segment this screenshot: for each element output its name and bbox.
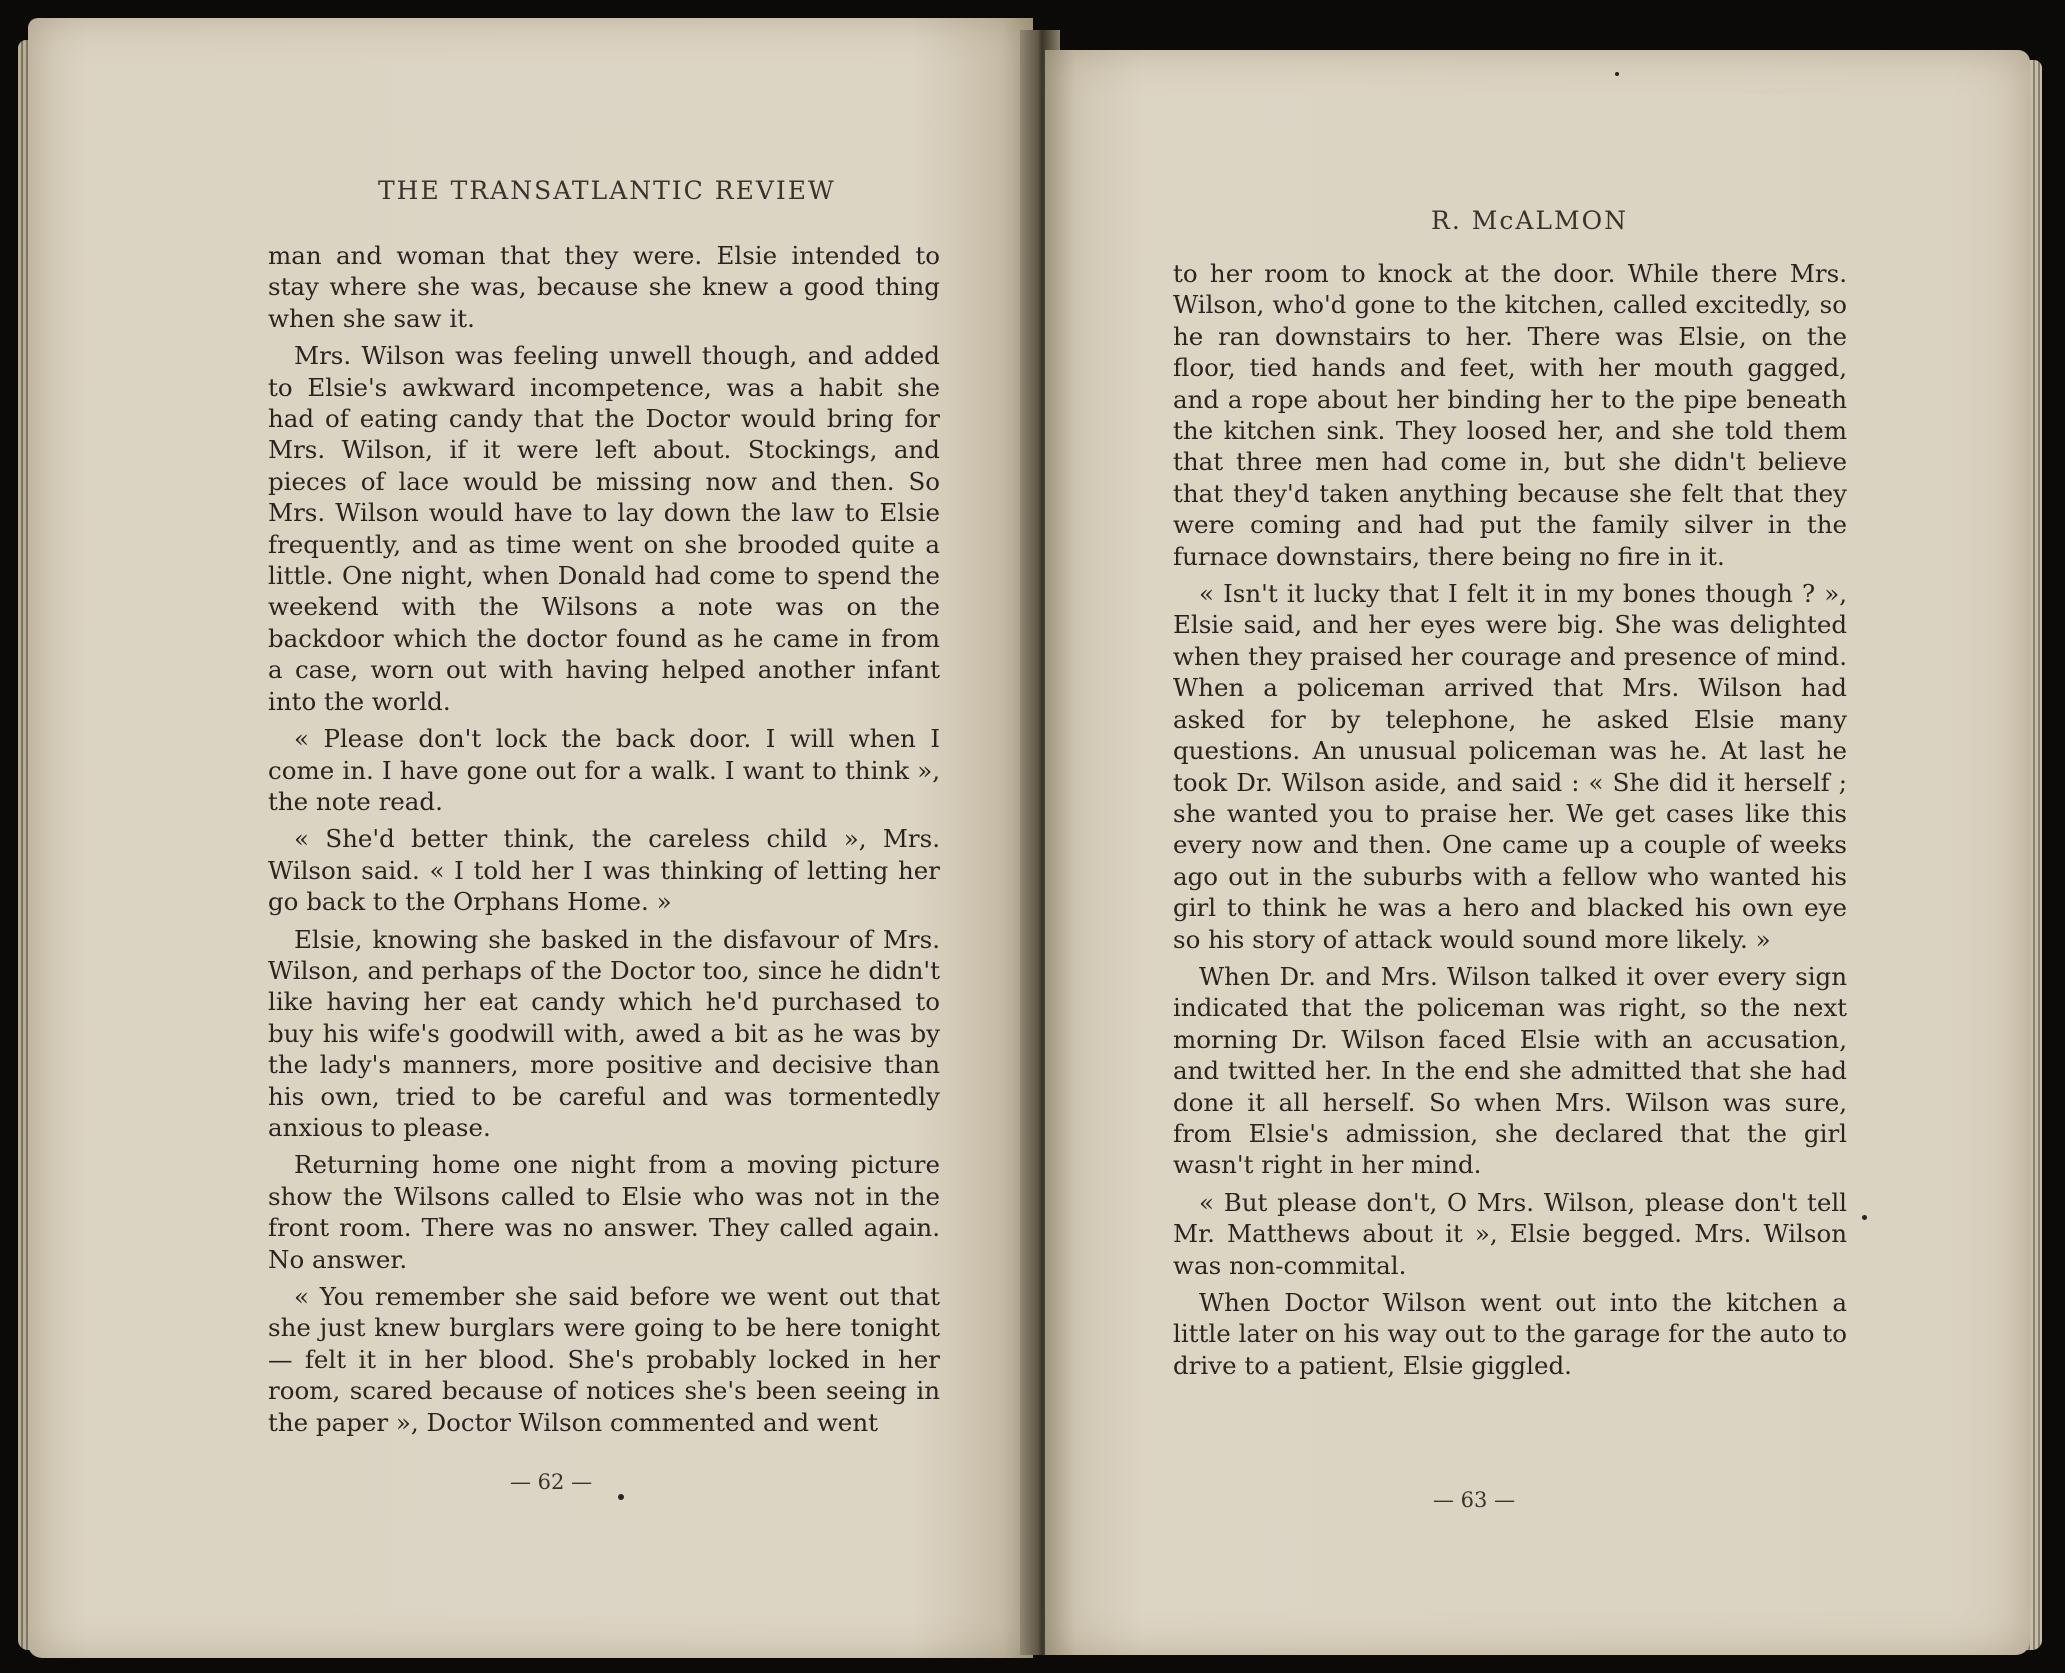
paragraph: « Isn't it lucky that I felt it in my bones though ? », Elsie said, and her eyes were big. She was delighted when they praised her courage and presence of mind. When a policeman arrived that Mrs. Wilson had asked for by telephone, he asked Elsie many questions. An unusual policeman was he. At last he took Dr. Wilson aside, and said : « She did it herself ; she wanted you to praise her. We get cases like this every now and then. One came up a couple of weeks ago out in the suburbs with a fellow who wanted his girl to think he was a hero and blacked his own eye so his story of attack would sound more likely. » [1173,579,1847,954]
paragraph: Returning home one night from a moving picture show the Wilsons called to Elsie who was not in the front room. There was no answer. They called again. No answer. [268,1150,940,1274]
paragraph: « Please don't lock the back door. I will when I come in. I have gone out for a walk. I want to think », the note read. [268,724,940,816]
paragraph: « She'd better think, the careless child », Mrs. Wilson said. « I told her I was thinking of letting her go back to the Orphans Home. » [268,824,940,917]
right-text-block [1173,258,1847,1387]
left-running-head: THE TRANSATLANTIC REVIEW [378,176,836,205]
paragraph: man and woman that they were. Elsie intended to stay where she was, because she knew a good thing when she saw it. [268,241,940,333]
paragraph: « But please don't, O Mrs. Wilson, please don't tell Mr. Matthews about it », Elsie begged. Mrs. Wilson was non-commital. [1173,1187,1847,1280]
paragraph: Elsie, knowing she basked in the disfavour of Mrs. Wilson, and perhaps of the Doctor too, since he didn't like having her eat candy which he'd purchased to buy his wife's goodwill with, awed a bit as he was by the lady's manners, more positive and decisive than his own, tried to be careful and was tormentedly anxious to please. [268,924,940,1142]
ink-speck [1862,1215,1867,1220]
left-page-number: — 62 — [510,1470,593,1494]
paragraph: Mrs. Wilson was feeling unwell though, and added to Elsie's awkward incompetence, was a habit she had of eating candy that the Doctor would bring for Mrs. Wilson, if it were left about. Stockings, and pieces of lace would be missing now and then. So Mrs. Wilson would have to lay down the law to Elsie frequently, and as time went on she brooded quite a little. One night, when Donald had come to spend the weekend with the Wilsons a note was on the backdoor which the doctor found as he came in from a case, worn out with having helped another infant into the world. [268,341,940,716]
right-page [1045,50,2030,1655]
paragraph: to her room to knock at the door. While there Mrs. Wilson, who'd gone to the kitchen, called excitedly, so he ran downstairs to her. There was Elsie, on the floor, tied hands and feet, with her mouth gagged, and a rope about her binding her to the pipe beneath the kitchen sink. They loosed her, and she told them that three men had come in, but she didn't believe that they'd taken anything because she felt that they were coming and had put the family silver in the furnace downstairs, there being no fire in it. [1173,259,1847,571]
right-running-head: R. McALMON [1431,206,1628,235]
left-text-block [268,240,940,1444]
paragraph: When Dr. and Mrs. Wilson talked it over every sign indicated that the policeman was right, so the next morning Dr. Wilson faced Elsie with an accusation, and twitted her. In the end she admitted that she had done it all herself. So when Mrs. Wilson was sure, from Elsie's admission, she declared that the girl wasn't right in her mind. [1173,961,1847,1180]
left-page [28,18,1033,1658]
paragraph: « You remember she said before we went out that she just knew burglars were going to be here tonight — felt it in her blood. She's probably locked in her room, scared because of notices she's been seeing in the paper », Doctor Wilson commented and went [268,1282,940,1437]
ink-speck [1615,72,1619,76]
ink-speck [618,1494,624,1500]
right-page-number: — 63 — [1433,1488,1516,1512]
paragraph: When Doctor Wilson went out into the kitchen a little later on his way out to the garage for the auto to drive to a patient, Elsie giggled. [1173,1288,1847,1380]
